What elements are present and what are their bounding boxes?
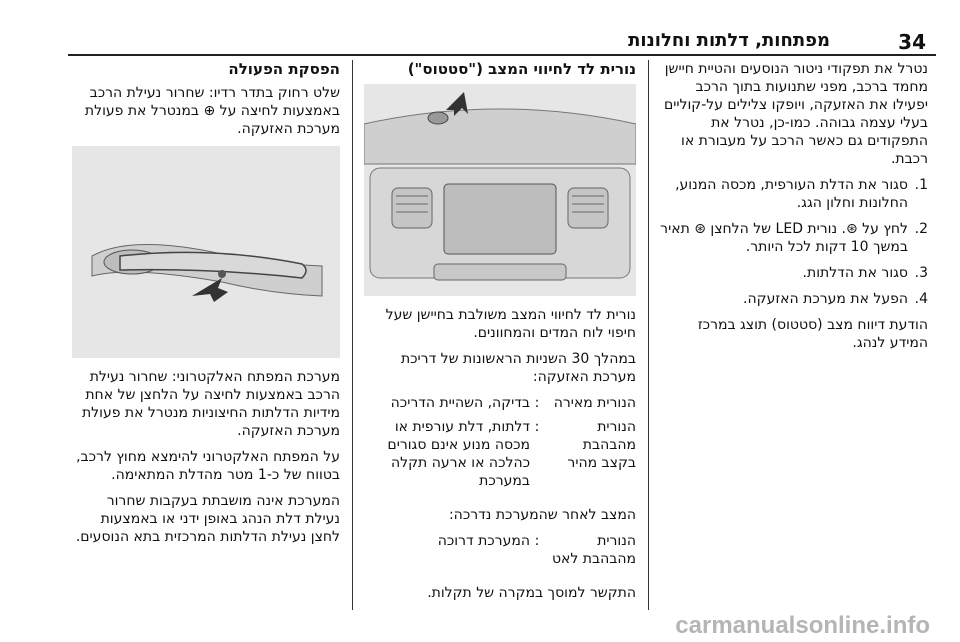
table-row: הנורית מהבהבת לאט : המערכת דרוכה xyxy=(437,533,636,567)
arming-steps xyxy=(660,176,928,308)
dashboard-illustration xyxy=(364,84,636,296)
step-item: 4. הפעל את מערכת האזעקה. xyxy=(743,291,928,307)
door-handle-illustration xyxy=(72,146,340,358)
column-divider-left xyxy=(352,60,353,610)
column-divider-right xyxy=(648,60,649,610)
page-number: 34 xyxy=(898,30,926,54)
key-range-paragraph: על המפתח האלקטרוני להימצא מחוץ לרכב, בטווח של כ-1 מטר מהדלת המתאימה. xyxy=(76,449,340,483)
deactivation-heading: הפסקת הפעולה xyxy=(228,60,340,78)
header-rule xyxy=(68,54,936,56)
keyless-paragraph: מערכת המפתח האלקטרוני: שחרור נעילת הרכב באמצעות לחיצה על הלחצן של אחת מידיות הדלתות החיצוניות מנטרל את פעולת מערכת האזעקה. xyxy=(81,369,340,439)
section-title: מפתחות, דלתות וחלונות xyxy=(628,30,830,51)
dashboard-figure xyxy=(364,84,636,296)
led-heading: נורית לד לחיווי המצב ("סטטוס") xyxy=(407,60,636,78)
remote-paragraph: שלט רחוק בתדר רדיו: שחרור נעילת הרכב באמצעות לחיצה על ⊕ במנטרל את פעולת מערכת האזעקה. xyxy=(84,85,340,137)
status-table-arming xyxy=(364,394,636,496)
watermark-logo: carmanualsonline.info xyxy=(675,612,930,639)
led-location-paragraph: נורית לד לחיווי המצב משולבת בחיישן שעל חיפוי לוח המדים והמחוונים. xyxy=(385,307,636,341)
fault-paragraph: התקשר למוסך במקרה של תקלות. xyxy=(427,585,636,601)
armed-state-paragraph: המצב לאחר שהמערכת נדרכה: xyxy=(448,507,636,523)
step-item: 1. סגור את הדלת העורפית, מכסה המנוע, החלונות וחלון הגג. xyxy=(675,177,928,211)
column-right xyxy=(660,60,928,360)
status-note: הודעת דיווח מצב (סטטוס) תוצג במרכז המידע לנהג. xyxy=(697,317,928,351)
table-row: הנורית מאירה : בדיקה, השהיית הדריכה xyxy=(390,395,636,411)
status-table-armed xyxy=(364,532,636,574)
page-header xyxy=(20,30,940,52)
step-item: 2. לחץ על ⊛. נורית LED של הלחצן ⊛ תאיר במשך 10 דקות לכל היותר. xyxy=(660,221,928,255)
step-item: 3. סגור את הדלתות. xyxy=(802,265,928,281)
intro-paragraph: נטרל את תפקודי ניטור הנוסעים והטיית חיישן מחמד ברכב, מפני שתנועות בתוך הרכב יפעילו את האזעקה, ויופקו צלילים על-קוליים בעלי עצמה גבוהה. כמו-כן, נטרל את התפקודים גם כאשר הרכב על מעבורת או רכבת. xyxy=(663,61,928,167)
first-30s-paragraph: במהלך 30 השניות הראשונות של דריכת מערכת האזעקה: xyxy=(400,351,636,385)
column-middle xyxy=(364,60,636,610)
door-handle-figure xyxy=(72,146,340,358)
manual-unlock-paragraph: המערכת אינה מושבתת בעקבות שחרור נעילת דלת הנהג באופן ידני או באמצעות לחצן נעילת הדלתות המרכזית בתא הנוסעים. xyxy=(75,493,340,545)
table-row: הנורית מהבהבת בקצב מהיר : דלתות, דלת עורפית או מכסה מנוע אינם סגורים כהלכה או ארעה תקלה במערכת xyxy=(387,419,636,489)
column-left xyxy=(72,60,340,554)
